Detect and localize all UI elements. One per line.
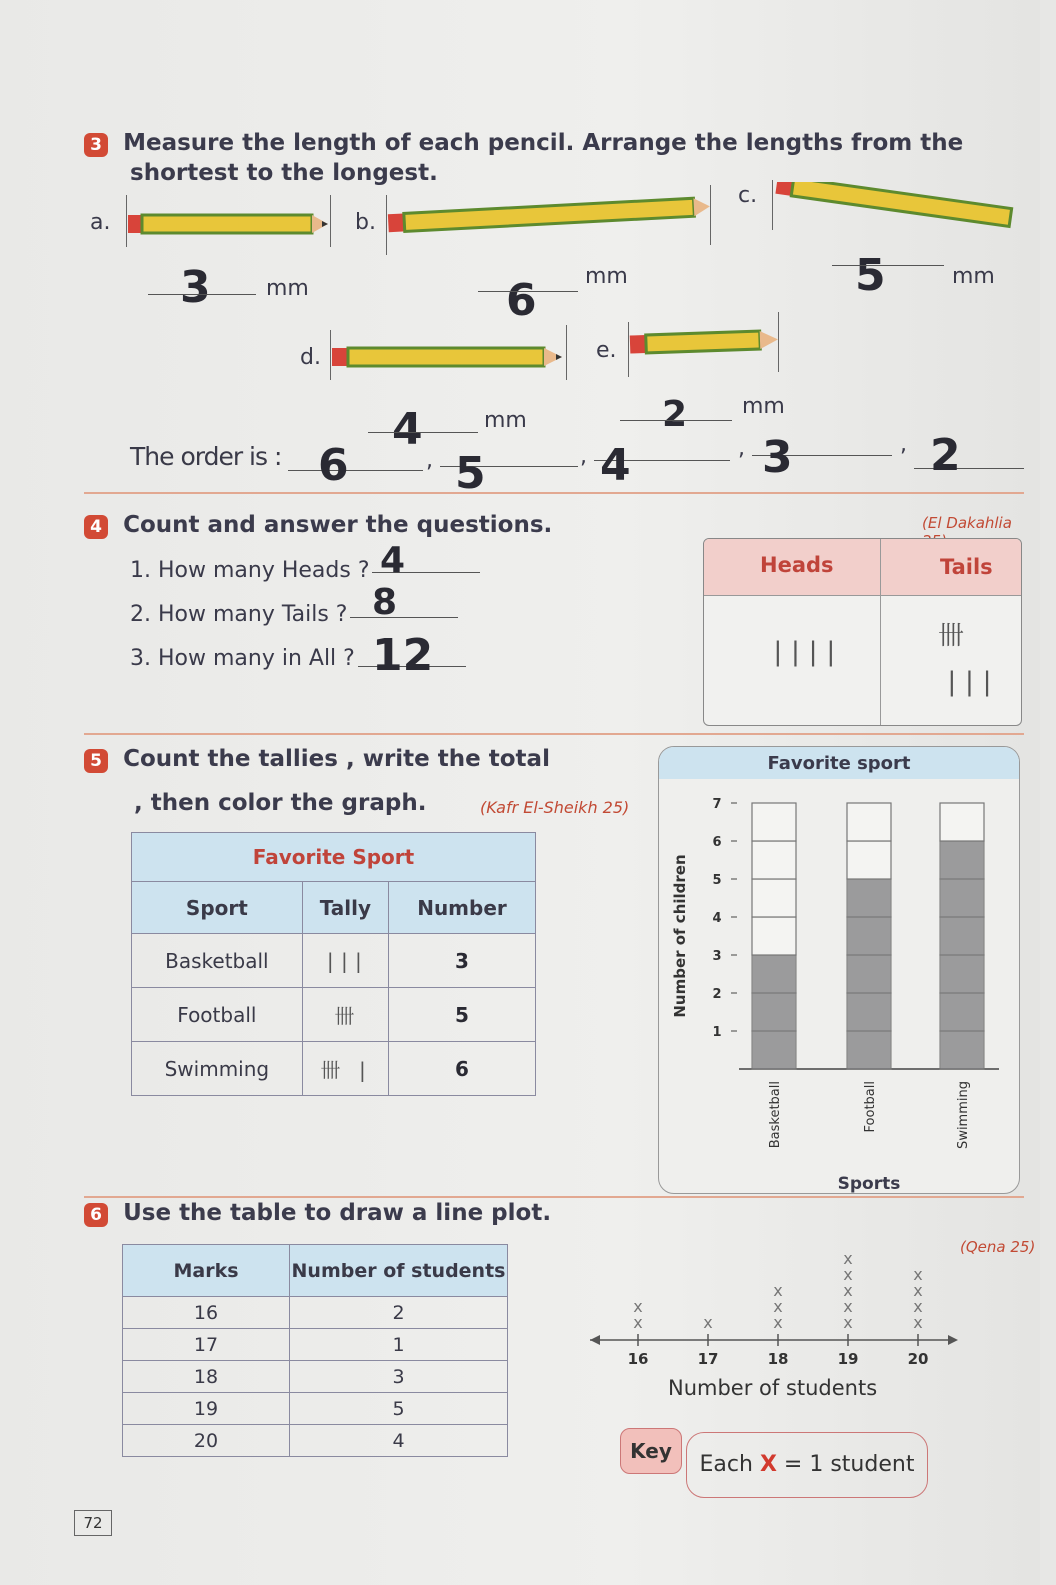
x-tick-label: Basketball: [768, 1081, 783, 1149]
sport-column-header: Sport: [132, 882, 303, 934]
y-tick-label: 6: [712, 835, 722, 850]
bar-segment-filled: [847, 879, 891, 917]
y-axis-label: Number of children: [671, 854, 689, 1018]
plot-x-mark: x: [843, 1249, 853, 1268]
answer-c[interactable]: 5: [855, 250, 886, 301]
bar-segment-filled: [940, 841, 984, 879]
pencil-a-label: a.: [90, 210, 111, 235]
q6-number: 6: [84, 1203, 108, 1227]
sport-name: Basketball: [132, 934, 303, 988]
order-comma-1: ,: [426, 448, 433, 473]
key-label: Key: [620, 1428, 682, 1474]
section-divider: [84, 1196, 1024, 1198]
q6-title: Use the table to draw a line plot.: [123, 1200, 552, 1226]
number-line-tick-label: 19: [837, 1350, 859, 1368]
plot-x-mark: x: [913, 1281, 923, 1300]
favorite-sport-chart-card: [658, 746, 1020, 1194]
key-box: [686, 1432, 928, 1498]
bar-chart: [659, 779, 1019, 1193]
marks-column-header: Marks: [123, 1245, 290, 1297]
answer-b[interactable]: 6: [506, 275, 537, 326]
number-column-header: Number: [388, 882, 535, 934]
line-plot-axis-label: Number of students: [668, 1376, 878, 1400]
table-row: [132, 934, 536, 988]
bar-segment-empty: [940, 803, 984, 841]
answer-d-line: [368, 432, 478, 433]
table-row: [132, 1042, 536, 1096]
plot-x-mark: x: [843, 1313, 853, 1332]
q5-source: (Kafr El-Sheikh 25): [480, 798, 630, 817]
y-tick-label: 7: [712, 797, 722, 812]
pencil-d: [330, 340, 570, 374]
table-row: [123, 1361, 508, 1393]
plot-x-mark: x: [633, 1297, 643, 1316]
number-line-right-arrow: [948, 1335, 958, 1345]
q3-title: Measure the length of each pencil. Arrange the lengths from the: [123, 130, 964, 156]
q3-title-line2: shortest to the longest.: [130, 160, 438, 186]
y-tick-label: 4: [712, 911, 722, 926]
bar-segment-empty: [847, 841, 891, 879]
key-text-before: Each: [699, 1452, 753, 1477]
students-value: 3: [290, 1361, 508, 1393]
table-row: [123, 1425, 508, 1457]
bar-segment-filled: [847, 993, 891, 1031]
pencil-e: [628, 325, 783, 359]
q3-heading: [84, 130, 963, 157]
tails-header: Tails: [940, 555, 993, 579]
answer-b-line: [478, 291, 578, 292]
number-line-left-arrow: [590, 1335, 600, 1345]
bar-segment-empty: [752, 879, 796, 917]
y-tick-label: 5: [712, 873, 722, 888]
q3-number: 3: [84, 133, 108, 157]
heads-tally: ||||: [770, 637, 841, 667]
bar-segment-filled: [940, 955, 984, 993]
marks-value: 19: [123, 1393, 290, 1425]
x-tick-label: Football: [863, 1081, 878, 1133]
bar-segment-filled: [940, 917, 984, 955]
q6-source: (Qena 25): [960, 1238, 1036, 1256]
sport-tally: |||: [302, 934, 388, 988]
favorite-sport-table: [131, 832, 536, 1096]
sport-table-title: Favorite Sport: [132, 833, 536, 882]
q4-answer-2[interactable]: 8: [372, 582, 398, 623]
q5-number: 5: [84, 749, 108, 773]
bar-segment-filled: [847, 1031, 891, 1069]
table-row: [123, 1297, 508, 1329]
number-line-tick-label: 18: [767, 1350, 789, 1368]
pencil-c: [772, 182, 1032, 242]
heads-tails-divider: [880, 539, 881, 725]
key-x-symbol: X: [759, 1452, 777, 1477]
sport-number[interactable]: 6: [388, 1042, 535, 1096]
unit-e: mm: [742, 394, 785, 419]
pencil-d-label: d.: [300, 345, 321, 370]
sport-tally: 卌 |: [302, 1042, 388, 1096]
tails-tally-five: 卌: [938, 621, 967, 651]
order-2[interactable]: 5: [455, 448, 486, 499]
q4-source: (El Dakahlia: [922, 514, 1012, 532]
tally-column-header: Tally: [302, 882, 388, 934]
students-value: 1: [290, 1329, 508, 1361]
plot-x-mark: x: [773, 1281, 783, 1300]
page-number: 72: [74, 1510, 112, 1536]
pencil-c-label: c.: [738, 183, 758, 208]
answer-c-line: [832, 265, 944, 266]
sport-tally: 卌: [302, 988, 388, 1042]
plot-x-mark: x: [913, 1313, 923, 1332]
heads-header: Heads: [760, 553, 834, 577]
pencil-e-label: e.: [596, 338, 617, 363]
answer-a[interactable]: 3: [180, 262, 211, 313]
x-tick-label: Swimming: [956, 1081, 971, 1149]
unit-c: mm: [952, 264, 995, 289]
y-tick-label: 1: [712, 1025, 722, 1040]
q4-answer-1[interactable]: 4: [380, 540, 406, 581]
section-divider: [84, 733, 1024, 735]
plot-x-mark: x: [913, 1265, 923, 1284]
pencil-b: [386, 188, 716, 238]
number-line-tick-label: 17: [697, 1350, 719, 1368]
order-5[interactable]: 2: [930, 430, 961, 481]
order-4[interactable]: 3: [762, 432, 793, 483]
bar-segment-empty: [752, 917, 796, 955]
section-divider: [84, 492, 1024, 494]
bar-segment-filled: [752, 1031, 796, 1069]
bar-segment-filled: [940, 879, 984, 917]
plot-x-mark: x: [843, 1297, 853, 1316]
pencil-a: [126, 210, 336, 240]
marks-value: 20: [123, 1425, 290, 1457]
bar-segment-filled: [847, 917, 891, 955]
q5-title: Count the tallies , write the total: [123, 746, 550, 772]
answer-a-line: [148, 294, 256, 295]
q6-heading: [84, 1200, 551, 1227]
unit-d: mm: [484, 408, 527, 433]
marks-value: 18: [123, 1361, 290, 1393]
order-comma-4: ,: [900, 432, 907, 457]
bar-segment-empty: [752, 841, 796, 879]
plot-x-mark: x: [843, 1265, 853, 1284]
q4-number: 4: [84, 515, 108, 539]
bar-segment-filled: [752, 955, 796, 993]
table-row: [132, 988, 536, 1042]
q4-question-2: 2. How many Tails ?: [130, 602, 348, 627]
table-row: [123, 1329, 508, 1361]
x-axis-label: Sports: [837, 1174, 901, 1193]
students-column-header: Number of students: [290, 1245, 508, 1297]
order-comma-3: ,: [738, 436, 745, 461]
marks-table: [122, 1244, 508, 1457]
bar-segment-filled: [940, 1031, 984, 1069]
heads-tails-table: [703, 538, 1022, 726]
q4-title: Count and answer the questions.: [123, 512, 553, 538]
q4-question-1: 1. How many Heads ?: [130, 558, 370, 583]
bar-segment-filled: [752, 993, 796, 1031]
bar-segment-filled: [940, 993, 984, 1031]
students-value: 5: [290, 1393, 508, 1425]
number-line-tick-label: 20: [907, 1350, 929, 1368]
unit-a: mm: [266, 276, 309, 301]
order-3[interactable]: 4: [600, 440, 631, 491]
answer-d[interactable]: 4: [392, 404, 423, 455]
number-line-tick-label: 16: [627, 1350, 649, 1368]
pencil-b-label: b.: [355, 210, 376, 235]
q4-heading: [84, 512, 552, 539]
table-row: [123, 1393, 508, 1425]
q5-title-line2: , then color the graph.: [134, 790, 427, 816]
y-tick-label: 3: [712, 949, 722, 964]
bar-segment-empty: [752, 803, 796, 841]
bar-segment-empty: [847, 803, 891, 841]
bar-segment-filled: [847, 955, 891, 993]
marks-value: 16: [123, 1297, 290, 1329]
students-value: 2: [290, 1297, 508, 1329]
line-plot: [580, 1240, 980, 1370]
q4-answer-2-line: [350, 617, 458, 618]
plot-x-mark: x: [773, 1297, 783, 1316]
sport-name: Football: [132, 988, 303, 1042]
q5-heading: [84, 746, 550, 773]
marks-value: 17: [123, 1329, 290, 1361]
students-value: 4: [290, 1425, 508, 1457]
order-comma-2: ,: [580, 444, 587, 469]
answer-e-line: [620, 420, 732, 421]
q4-question-3: 3. How many in All ?: [130, 646, 355, 671]
sport-number[interactable]: 3: [388, 934, 535, 988]
chart-title: Favorite sport: [767, 753, 911, 774]
sport-number[interactable]: 5: [388, 988, 535, 1042]
y-tick-label: 2: [712, 987, 722, 1002]
sport-name: Swimming: [132, 1042, 303, 1096]
order-1[interactable]: 6: [318, 440, 349, 491]
q4-answer-3[interactable]: 12: [372, 630, 434, 681]
answer-e[interactable]: 2: [662, 394, 688, 435]
plot-x-mark: x: [913, 1297, 923, 1316]
key-text-after: = 1 student: [783, 1452, 915, 1477]
plot-x-mark: x: [773, 1313, 783, 1332]
unit-b: mm: [585, 264, 628, 289]
plot-x-mark: x: [703, 1313, 713, 1332]
tails-tally-three: |||: [944, 667, 997, 697]
order-line-1: [288, 470, 423, 471]
order-label: The order is :: [130, 442, 282, 471]
plot-x-mark: x: [843, 1281, 853, 1300]
plot-x-mark: x: [633, 1313, 643, 1332]
